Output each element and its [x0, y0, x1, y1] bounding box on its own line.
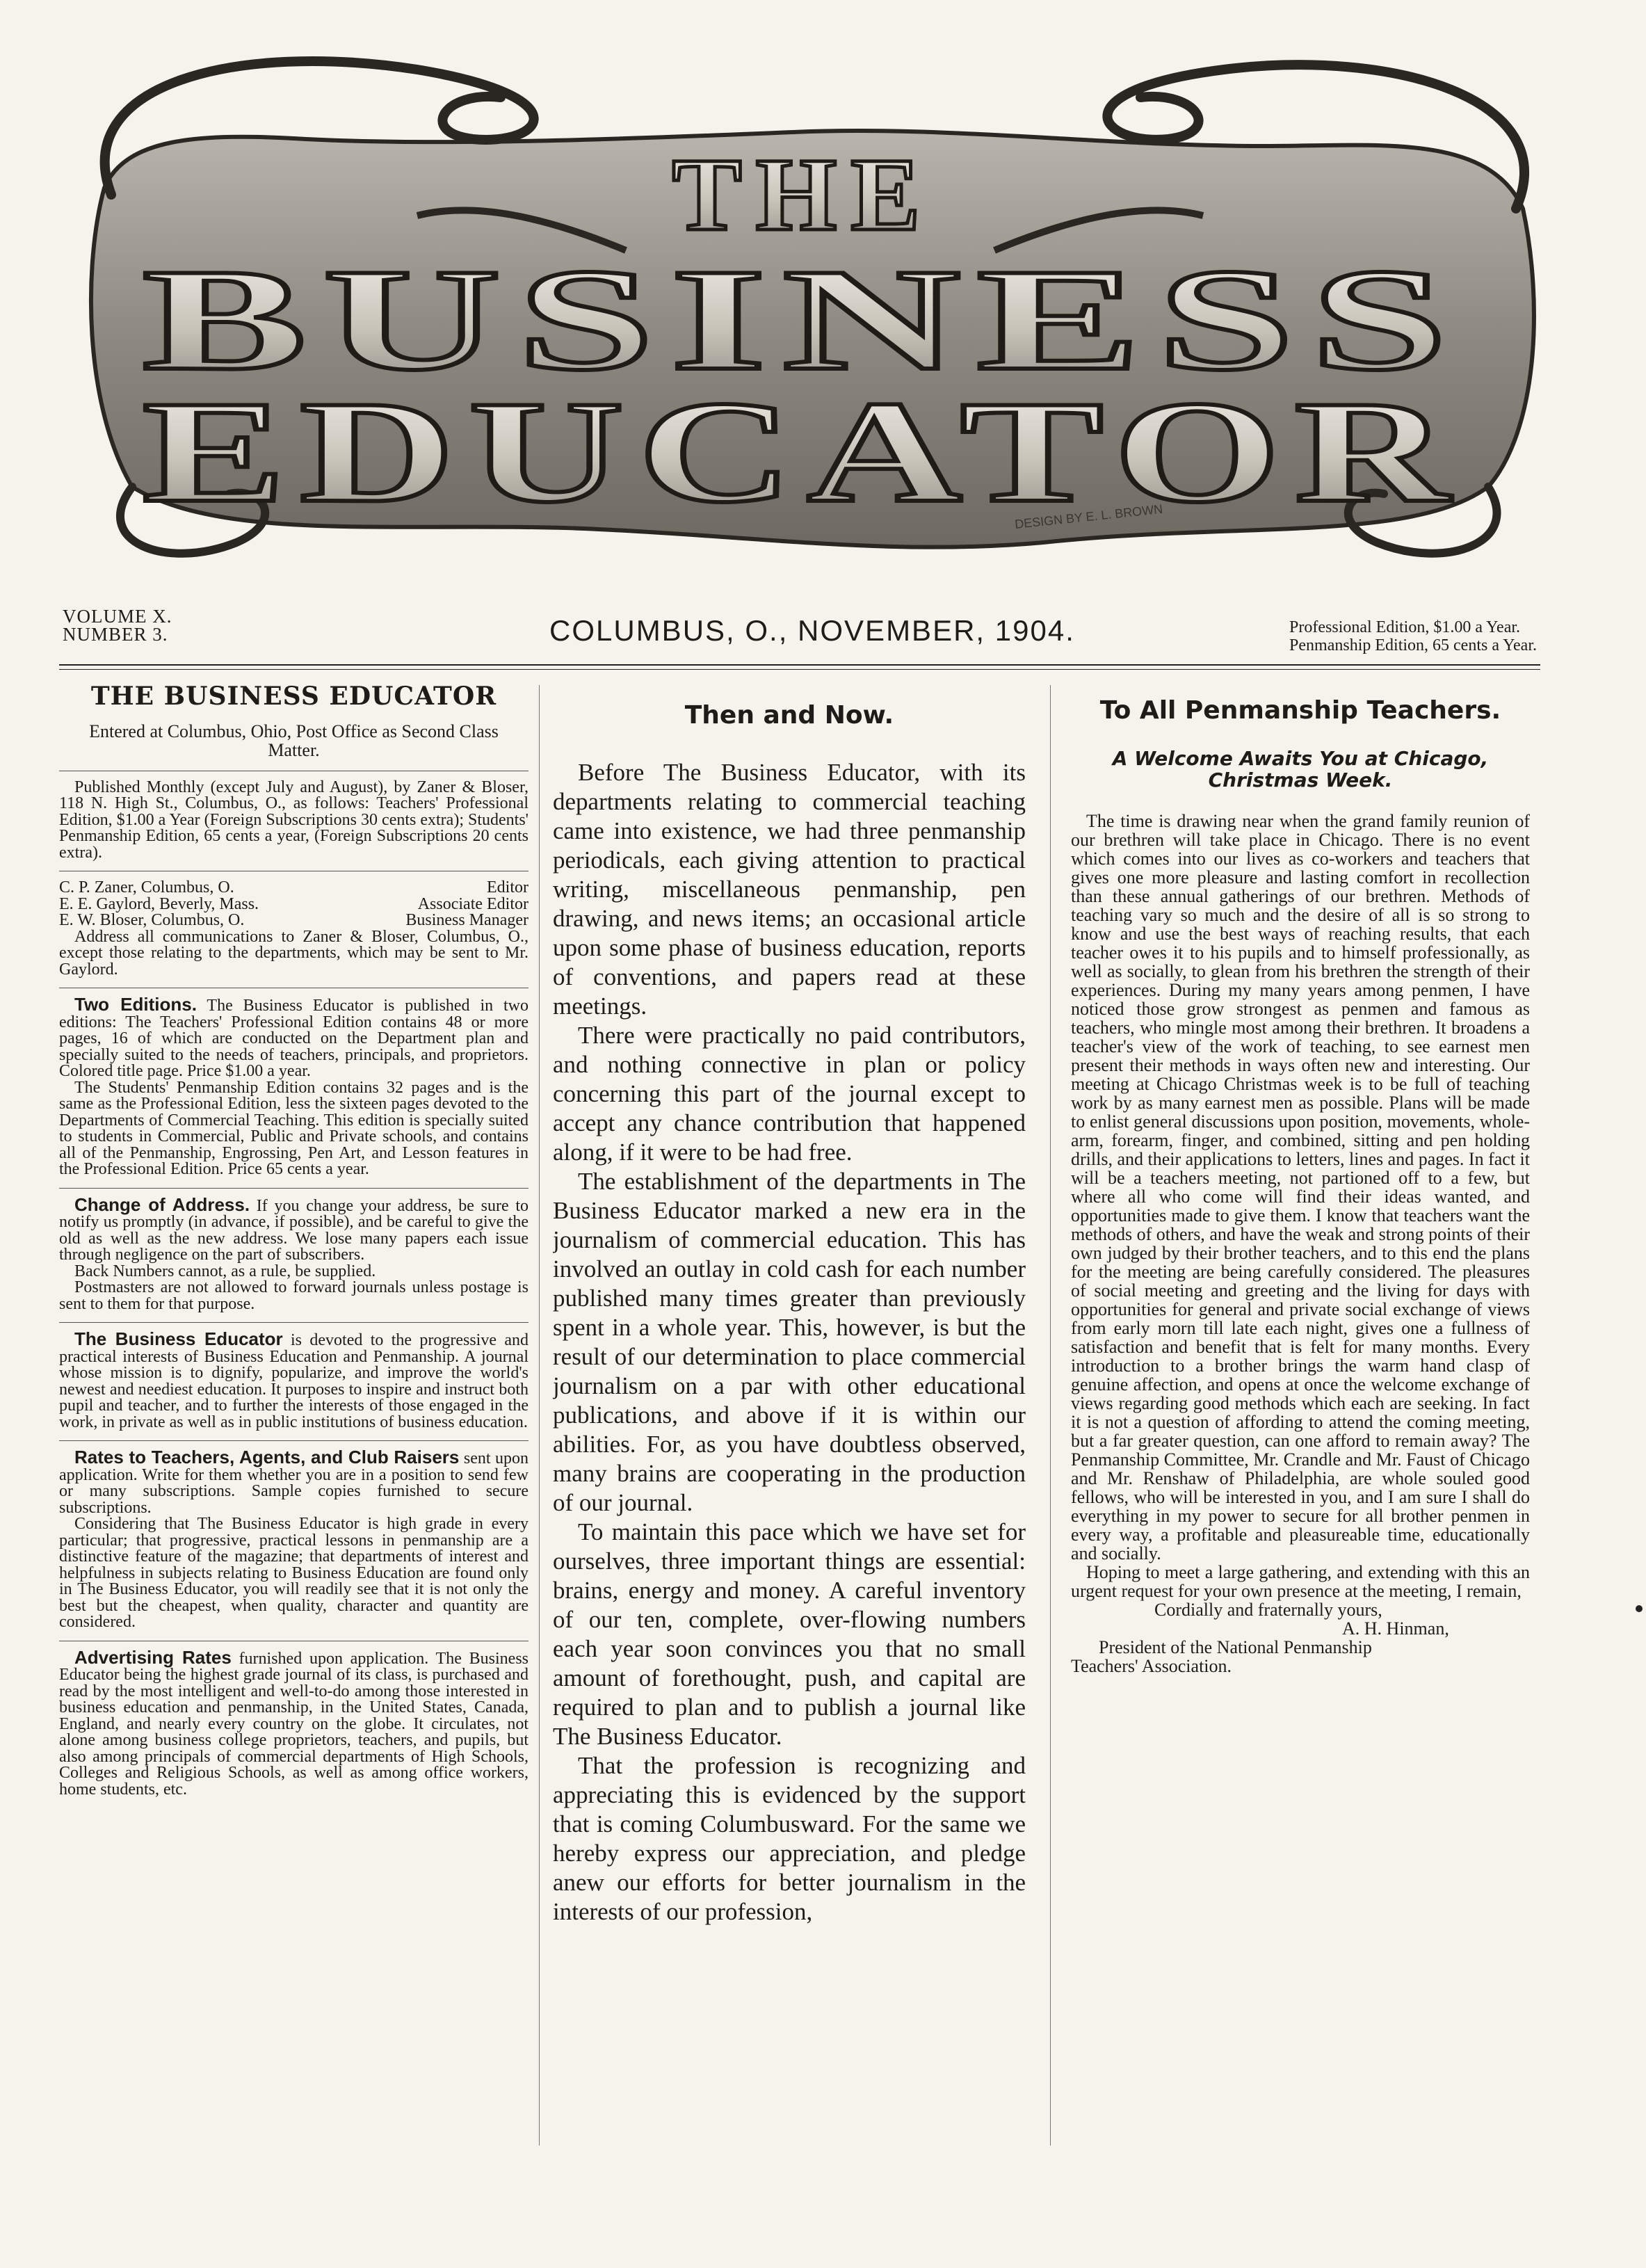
article-closing: Hoping to meet a large gathering, and extending with this an urgent request for your own presence at the meeting, I remain, — [1071, 1562, 1530, 1601]
header-rule — [59, 664, 1540, 666]
masthead-logo — [56, 42, 1551, 570]
devoted-section — [59, 1322, 529, 1431]
staff-section — [59, 871, 529, 978]
staff-name: E. W. Bloser, Columbus, O. — [59, 911, 245, 929]
staff-role: Editor — [487, 878, 529, 896]
two-editions-section — [59, 988, 529, 1178]
column-divider — [539, 685, 540, 2146]
devoted-text — [59, 1328, 529, 1431]
students-edition-text: The Students' Penmanship Edition contains 32 pages and is the same as the Professional Edition, less the sixteen pages devoted to the Departments of Commercial Teaching. This edition is specially suited to students in Commercial, Public and Private schools, and contains all of the Penmanship, Engrossing, Pen Art, and Lesson features in the Professional Edition. Price 65 cents a year. — [59, 1078, 529, 1178]
rates-body: sent upon application. Write for them whether you are in a position to send few or many subscriptions. Sample copies furnished to secure subscriptions. — [59, 1449, 529, 1517]
column-divider — [1050, 685, 1051, 2146]
column-then-and-now — [553, 682, 1026, 2212]
number: NUMBER 3. — [63, 624, 168, 645]
article-paragraph: Before The Business Educator, with its departments relating to commercial teaching came into existence, we had three penmanship periodicals, each giving attention to practical writing, miscellaneous penmanship, pen drawing, and news items; an occasional article upon some phase of business education, reports of conventions, and papers read at these meetings. — [553, 759, 1026, 1020]
article-paragraph: To maintain this pace which we have set for ourselves, three important things are essential: brains, energy and money. A careful inventory of our ten, complete, over-flowing numbers each year soon convinces you that no small amount of forethought, push, and capital are required to plan and to publish a journal like The Business Educator. — [553, 1518, 1026, 1750]
signature-block — [1071, 1600, 1530, 1675]
address-text: Address all communications to Zaner & Bloser, Columbus, O., except those relating to the departments, which may be sent to Mr. Gaylord. — [59, 927, 529, 979]
masthead-educator: EDUCATOR — [143, 371, 1464, 533]
column-penmanship-teachers — [1071, 682, 1530, 2212]
staff-name: C. P. Zaner, Columbus, O. — [59, 878, 234, 896]
masthead-credit: DESIGN BY E. L. BROWN — [1014, 501, 1163, 531]
two-editions-heading: Two Editions. — [74, 994, 197, 1015]
two-editions-text — [59, 994, 529, 1080]
article-title: Then and Now. — [684, 701, 894, 730]
change-of-address-text — [59, 1193, 529, 1264]
article-paragraph: There were practically no paid contributors, and nothing connective in plan or policy concerning this part of the journal except to accept any chance contribution that happened along, if it were to be had free. — [553, 1022, 1026, 1166]
place-date: COLUMBUS, O., NOVEMBER, 1904. — [549, 614, 1075, 647]
rates-section — [59, 1440, 529, 1631]
signature-title: Teachers' Association. — [1071, 1656, 1232, 1676]
staff-role: Business Manager — [405, 911, 529, 929]
postmasters-text: Postmasters are not allowed to forward journals unless postage is sent to them for that purpose. — [59, 1278, 529, 1313]
staff-row — [59, 880, 529, 896]
advertising-section — [59, 1641, 529, 1799]
staff-name: E. E. Gaylord, Beverly, Mass. — [59, 894, 259, 913]
published-section — [59, 771, 529, 862]
print-mark — [1636, 1605, 1643, 1612]
volume-number — [63, 607, 172, 643]
change-of-address-section — [59, 1188, 529, 1313]
masthead-the: THE — [672, 137, 935, 252]
column-title: THE BUSINESS EDUCATOR — [90, 682, 497, 711]
devoted-body: is devoted to the progressive and practical interests of Business Education and Penmanship. A journal whose mission is to dignify, popularize, and improve the world's newest and neediest education. It purposes to inspire and instruct both pupil and teacher, and to further the interests of those engaged in the work, in private as well as in public institutions of business education. — [59, 1331, 529, 1431]
two-editions-body: The Business Educator is published in two editions: The Teachers' Professional Edition contains 48 or more pages, 16 of which are conducted on the Department plan and specially suited to the needs of teachers, principals, and proprietors. Colored title page. Price $1.00 a year. — [59, 997, 529, 1080]
advertising-heading: Advertising Rates — [74, 1646, 232, 1668]
considering-text: Considering that The Business Educator is high grade in every particular; that progressive, practical lessons in penmanship are a distinctive feature of the magazine; that departments of interest and helpfulness in subjects relating to Business Education are found only in The Business Educator, you will readily see that it is not only the best but the cheapest, when quality, character and quantity are considered. — [59, 1515, 529, 1631]
advertising-text — [59, 1646, 529, 1799]
subscription-prices — [1289, 618, 1537, 654]
rates-text — [59, 1449, 529, 1516]
devoted-heading: The Business Educator — [74, 1328, 283, 1349]
article-paragraph: That the profession is recognizing and appreciating this is evidenced by the support that is coming Columbusward. For the same we hereby express our appreciation, and pledge anew our efforts for better journalism in the interests of our profession, — [553, 1752, 1026, 1925]
staff-role: Associate Editor — [417, 894, 529, 913]
issue-line — [59, 602, 1540, 664]
header-rule-thin — [59, 669, 1540, 670]
signature-title: President of the National Penmanship — [1099, 1637, 1372, 1657]
article-title: To All Penmanship Teachers. — [1099, 696, 1501, 725]
published-text: Published Monthly (except July and August), by Zaner & Bloser, 118 N. High St., Columbus, O., as follows: Teachers' Professional Edition, $1.00 a Year (Foreign Subscriptions 30 cents extra); Students' Penmanship Edition, 65 cents a year, (Foreign Subscriptions 20 cents extra). — [59, 778, 529, 862]
regards: Cordially and fraternally yours, — [1154, 1600, 1382, 1620]
change-heading: Change of Address. — [74, 1193, 250, 1215]
staff-row — [59, 912, 529, 929]
article-paragraph: The establishment of the departments in The Business Educator marked a new era in the journalism of commercial education. This has involved an outlay in cold cash for each number published many times greater than previously spent in a whole year. This, however, is but the result of our determination to place commercial journalism on a par with other educational publications, and above if it is within our abilities. For, as you have doubtless observed, many brains are cooperating in the production of our journal. — [553, 1168, 1026, 1516]
masthead-business: BUSINESS — [143, 239, 1464, 401]
signature-name: A. H. Hinman, — [1342, 1618, 1449, 1639]
entered-notice: Entered at Columbus, Ohio, Post Office as Second Class Matter. — [89, 721, 499, 760]
advertising-body: furnished upon application. The Business Educator being the highest grade journal of its class, is purchased and read by the most intelligent and well-to-do among those interested in business education and penmanship, in the United States, Canada, England, and nearly every country on the globe. It circulates, not alone among business college proprietors, teachers, and pupils, but also among principals of commercial departments of High Schools, Colleges and Religious Schools, as well as among office workers, home students, etc. — [59, 1649, 529, 1799]
change-body: If you change your address, be sure to notify us promptly (in advance, if possible), and be careful to give the old as well as the new address. We lose many papers each issue through negligence on the part of subscribers. — [59, 1196, 529, 1264]
article-body: The time is drawing near when the grand family reunion of our brethren will take place in Chicago. There is no event which comes into our lives as co-workers and teachers that gives one more pleasure and lasting comfort in recollection than these annual gatherings of our brethren. Methods of teaching vary so much and the desire of all is so strong to know and use the best ways of reaching results, that each teacher owes it to his pupils and to himself professionally, as well as socially, to glean from his brethren the strength of their experiences. During my many years among penmen, I have noticed those grow strongest as penmen and famous as teachers, who mingle most among their brethren. It broadens a teacher's view of the work of teaching, to see earnest men present their methods in ways often new and interesting. Our meeting at Chicago Christmas week is to be full of teaching work by as many earnest men as possible. Plans will be made to enlist general discussions upon position, movements, whole-arm, forearm, finger, and combined, sitting and pen holding drills, and their applications to letters, lines and pages. In fact it will be a teachers meeting, not partioned off to a few, but where all who come will find their ideas wanted, and opportunities made to give them. I know that teachers want the methods of others, and have the weak and strong points of their own judged by their brother teachers, and to this end the plans for the meeting are being carefully considered. The pleasures of social meeting and greeting and the living for days with opportunities for general and private social exchange of views from early morn till late each night, gives one a fullness of satisfaction and benefit that is felt for many months. Every introduction to a brother brings the warm hand clasp of genuine affection, and opens at once the welcome exchange of views regarding good methods which each are seeking. In fact it is not a question of affording to attend the coming meeting, but a far greater question, can one afford to remain away? The Penmanship Committee, Mr. Crandle and Mr. Faust of Chicago and Mr. Renshaw of Philadelphia, are whole souled good fellows, who will be interested in you, and I am sure I shall do everything in my power to secure for all brother penmen in every way, a profitable and pleasureable time, educationally and socially. — [1071, 811, 1530, 1563]
staff-row — [59, 896, 529, 913]
column-masthead-info — [59, 682, 529, 2212]
price-professional: Professional Edition, $1.00 a Year. — [1289, 618, 1521, 636]
price-penmanship: Penmanship Edition, 65 cents a Year. — [1289, 636, 1537, 654]
rates-heading: Rates to Teachers, Agents, and Club Raisers — [74, 1447, 460, 1467]
volume: VOLUME X. — [63, 606, 172, 627]
article-subtitle: A Welcome Awaits You at Chicago, Christmas Week. — [1112, 747, 1489, 791]
back-numbers-text: Back Numbers cannot, as a rule, be supplied. — [74, 1262, 376, 1280]
